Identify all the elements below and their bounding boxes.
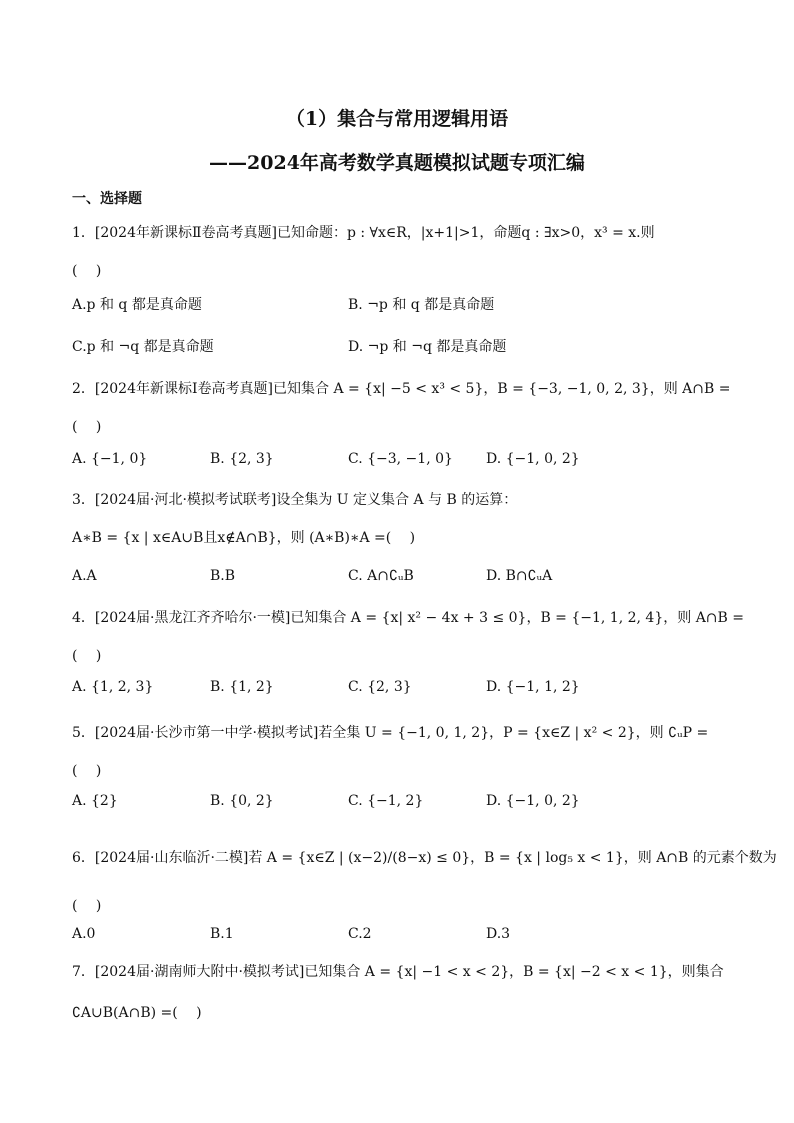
question-3-option-a: A.A	[72, 568, 97, 584]
question-2-option-b: B. {2, 3}	[210, 451, 274, 467]
question-4-option-b: B. {1, 2}	[210, 679, 274, 695]
question-1-stem: 1．[2024年新课标Ⅱ卷高考真题]已知命题：p : ∀x∈R，|x+1|>1，命题q : ∃x>0，x³ = x.则	[72, 225, 655, 241]
question-5-option-b: B. {0, 2}	[210, 793, 274, 809]
question-6-option-a: A.0	[72, 926, 96, 942]
question-2-stem: 2．[2024年新课标Ⅰ卷高考真题]已知集合 A = {x| −5 < x³ < 5}，B = {−3, −1, 0, 2, 3}，则 A∩B =	[72, 381, 731, 397]
question-3-stem: 3．[2024届·河北·模拟考试联考]设全集为 U 定义集合 A 与 B 的运算：	[72, 492, 518, 508]
question-7-stem: 7．[2024届·湖南师大附中·模拟考试]已知集合 A = {x| −1 < x < 2}，B = {x| −2 < x < 1}，则集合	[72, 964, 724, 980]
question-4-option-d: D. {−1, 1, 2}	[486, 679, 580, 695]
section-heading: 一、选择题	[72, 191, 142, 207]
question-3-stem-2: A∗B = {x | x∈A∪B且x∉A∩B}，则 (A∗B)∗A =( )	[72, 530, 416, 546]
question-5-stem: 5．[2024届·长沙市第一中学·模拟考试]若全集 U = {−1, 0, 1, 2}，P = {x∈Z | x² < 2}，则 ∁ᵤP =	[72, 725, 709, 741]
question-6-option-b: B.1	[210, 926, 234, 942]
question-1-option-d: D. ¬p 和 ¬q 都是真命题	[348, 339, 507, 355]
question-3-option-c: C. A∩∁ᵤB	[348, 568, 414, 584]
question-4-blank: ( )	[72, 648, 102, 664]
question-1-blank: ( )	[72, 263, 102, 279]
question-7-stem-2: ∁A∪B(A∩B) =( )	[72, 1005, 202, 1021]
question-6-stem: 6．[2024届·山东临沂·二模]若 A = {x∈Z | (x−2)/(8−x) ≤ 0}，B = {x | log₅ x < 1}，则 A∩B 的元素个数为	[72, 850, 777, 866]
question-4-option-a: A. {1, 2, 3}	[72, 679, 154, 695]
question-4-option-c: C. {2, 3}	[348, 679, 412, 695]
question-1-option-a: A.p 和 q 都是真命题	[72, 297, 202, 313]
question-2-blank: ( )	[72, 419, 102, 435]
question-5-option-d: D. {−1, 0, 2}	[486, 793, 580, 809]
question-5-blank: ( )	[72, 763, 102, 779]
question-4-stem: 4．[2024届·黑龙江齐齐哈尔·一模]已知集合 A = {x| x² − 4x + 3 ≤ 0}，B = {−1, 1, 2, 4}，则 A∩B =	[72, 610, 744, 626]
question-6-option-c: C.2	[348, 926, 372, 942]
question-2-option-d: D. {−1, 0, 2}	[486, 451, 580, 467]
question-3-option-d: D. B∩∁ᵤA	[486, 568, 553, 584]
question-5-option-c: C. {−1, 2}	[348, 793, 424, 809]
question-3-option-b: B.B	[210, 568, 236, 584]
question-2-option-c: C. {−3, −1, 0}	[348, 451, 453, 467]
page-subtitle: ——2024年高考数学真题模拟试题专项汇编	[209, 152, 585, 174]
question-5-option-a: A. {2}	[72, 793, 118, 809]
question-6-option-d: D.3	[486, 926, 511, 942]
question-2-option-a: A. {−1, 0}	[72, 451, 148, 467]
question-1-option-c: C.p 和 ¬q 都是真命题	[72, 339, 214, 355]
page-title: （1）集合与常用逻辑用语	[285, 108, 509, 130]
question-6-blank: ( )	[72, 898, 102, 914]
question-1-option-b: B. ¬p 和 q 都是真命题	[348, 297, 495, 313]
